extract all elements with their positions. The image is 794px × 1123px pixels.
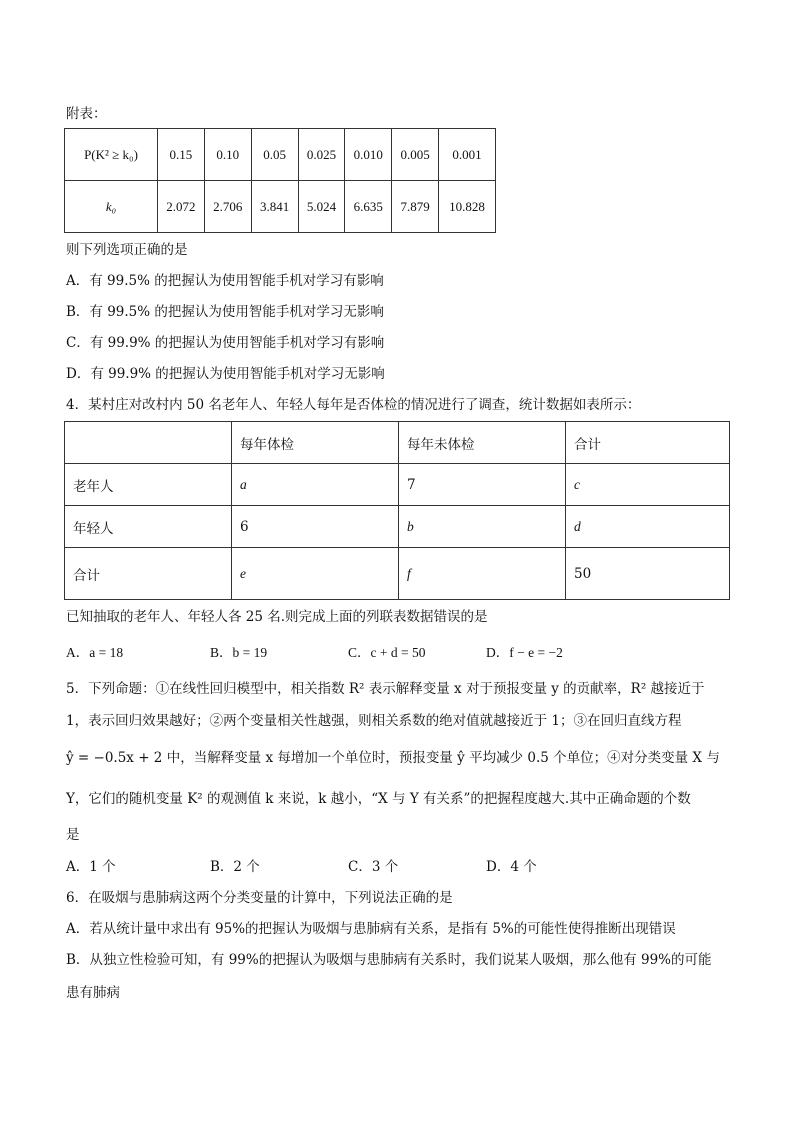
table-row-label: k₀ xyxy=(65,181,158,233)
q5-line-4: Y，它们的随机变量 K² 的观测值 k 来说，k 越小，“X 与 Y 有关系”的把握程度越大.其中正确命题的个数 xyxy=(66,791,691,807)
table-row xyxy=(65,181,496,233)
table-cell: 合计 xyxy=(65,548,232,600)
table-cell: 10.828 xyxy=(439,181,496,233)
q6-option-b-line-2: 患有肺病 xyxy=(66,985,120,1001)
table-cell: b xyxy=(399,506,566,548)
table-cell: 0.10 xyxy=(204,129,251,181)
q5-line-1: 5．下列命题：①在线性回归模型中，相关指数 R² 表示解释变量 x 对于预报变量 y 的贡献率，R² 越接近于 xyxy=(66,681,705,697)
contingency-table xyxy=(64,421,730,600)
table-row xyxy=(65,464,730,506)
q4-stem: 4．某村庄对改村内 50 名老年人、年轻人每年是否体检的情况进行了调查，统计数据如表所示： xyxy=(66,397,641,413)
table-header-cell: 合计 xyxy=(566,422,730,464)
table-cell: 2.706 xyxy=(204,181,251,233)
table-cell: 0.005 xyxy=(392,129,439,181)
q4-option-d: D．f − e = −2 xyxy=(486,645,563,660)
table-cell: 3.841 xyxy=(251,181,298,233)
q6-option-a: A．若从统计量中求出有 95%的把握认为吸烟与患肺病有关系，是指有 5%的可能性使得推断出现错误 xyxy=(66,921,676,937)
appendix-label: 附表： xyxy=(66,106,107,122)
table-row xyxy=(65,422,730,464)
critical-value-table xyxy=(64,128,496,233)
q5-line-3: ŷ = −0.5x + 2 中，当解释变量 x 每增加一个单位时，预报变量 ŷ 平均减少 0.5 个单位；④对分类变量 X 与 xyxy=(66,750,720,766)
table-cell: 0.15 xyxy=(158,129,205,181)
table-cell: 0.010 xyxy=(345,129,392,181)
table-cell: c xyxy=(566,464,730,506)
table-cell: a xyxy=(232,464,399,506)
table-row xyxy=(65,548,730,600)
q5-option-a: A．1 个 xyxy=(66,859,116,875)
q6-stem: 6．在吸烟与患肺病这两个分类变量的计算中，下列说法正确的是 xyxy=(66,890,453,906)
q4-option-b: B．b = 19 xyxy=(210,645,268,660)
table-cell: 0.025 xyxy=(298,129,345,181)
q3-option-a: A．有 99.5% 的把握认为使用智能手机对学习有影响 xyxy=(66,273,384,289)
q5-option-b: B．2 个 xyxy=(210,859,260,875)
table-header-cell: 每年未体检 xyxy=(399,422,566,464)
q5-line-5: 是 xyxy=(66,827,80,843)
q3-option-d: D．有 99.9% 的把握认为使用智能手机对学习无影响 xyxy=(66,366,385,382)
table-cell: 0.001 xyxy=(439,129,496,181)
table-cell: e xyxy=(232,548,399,600)
table-cell: 2.072 xyxy=(158,181,205,233)
table-cell: 0.05 xyxy=(251,129,298,181)
table-cell: 50 xyxy=(566,548,730,600)
table-row xyxy=(65,506,730,548)
q3-option-b: B．有 99.5% 的把握认为使用智能手机对学习无影响 xyxy=(66,304,384,320)
table-cell: 年轻人 xyxy=(65,506,232,548)
q4-option-c: C．c + d = 50 xyxy=(348,645,426,660)
q3-option-c: C．有 99.9% 的把握认为使用智能手机对学习有影响 xyxy=(66,335,385,351)
q4-option-a: A．a = 18 xyxy=(66,645,124,660)
table-cell: 7 xyxy=(399,464,566,506)
table-cell: 6.635 xyxy=(345,181,392,233)
q6-option-b-line-1: B．从独立性检验可知，有 99%的把握认为吸烟与患肺病有关系时，我们说某人吸烟，那么他有 99%的可能 xyxy=(66,952,712,968)
table-row xyxy=(65,129,496,181)
table-cell: f xyxy=(399,548,566,600)
table-cell: 5.024 xyxy=(298,181,345,233)
table-cell: 老年人 xyxy=(65,464,232,506)
q3-prompt: 则下列选项正确的是 xyxy=(66,242,188,258)
q5-option-c: C．3 个 xyxy=(348,859,399,875)
q5-line-2: 1，表示回归效果越好；②两个变量相关性越强，则相关系数的绝对值就越接近于 1；③在回归直线方程 xyxy=(66,713,682,729)
table-row-label: P(K² ≥ k₀) xyxy=(65,129,158,181)
table-header-cell: 每年体检 xyxy=(232,422,399,464)
table-header-cell xyxy=(65,422,232,464)
table-cell: 7.879 xyxy=(392,181,439,233)
table-cell: d xyxy=(566,506,730,548)
table-cell: 6 xyxy=(232,506,399,548)
q4-after: 已知抽取的老年人、年轻人各 25 名.则完成上面的列联表数据错误的是 xyxy=(66,609,488,625)
q5-option-d: D．4 个 xyxy=(486,859,537,875)
